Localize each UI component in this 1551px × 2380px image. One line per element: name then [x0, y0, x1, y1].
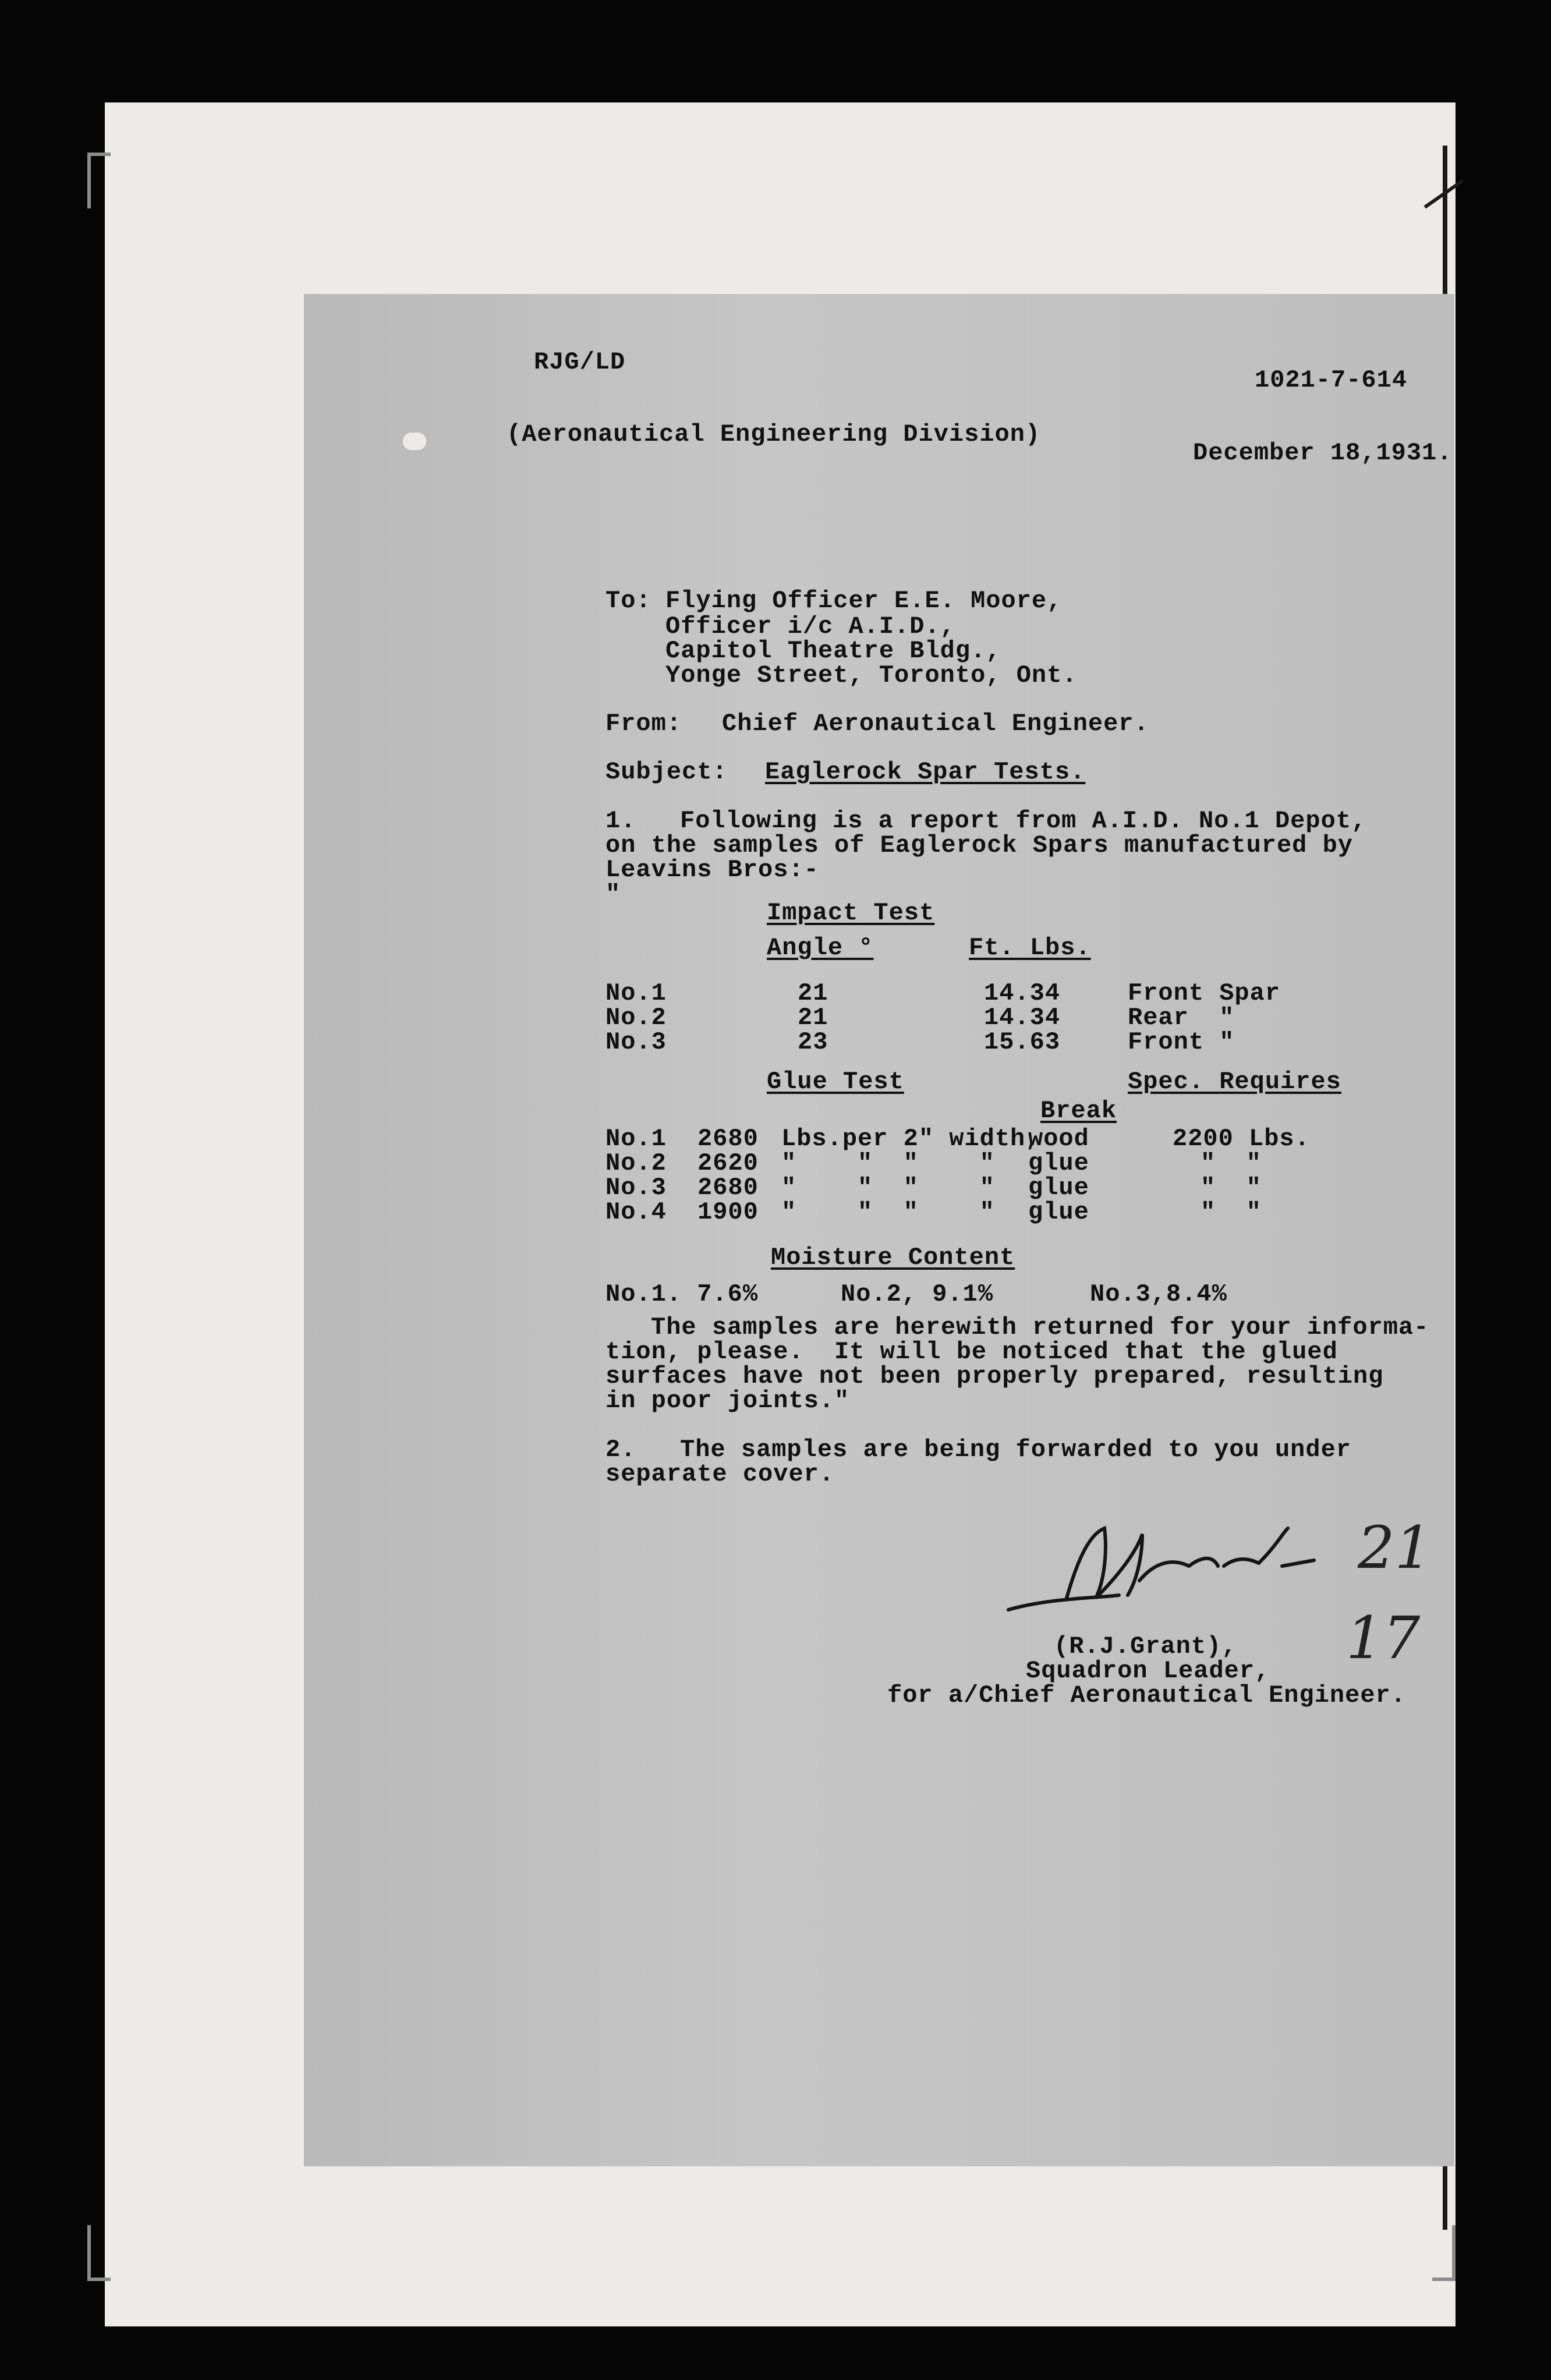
impact-header-ftlbs: Ft. Lbs.	[969, 934, 1091, 962]
impact-test-title: Impact Test	[767, 899, 935, 927]
impact-row-angle: 21	[798, 1004, 828, 1032]
glue-row-no: No.2	[605, 1149, 667, 1177]
handwritten-signature	[1003, 1511, 1317, 1627]
glue-row-spec: 2200 Lbs.	[1173, 1125, 1310, 1153]
moisture-value: No.3,8.4%	[1090, 1280, 1227, 1308]
impact-row-no: No.2	[605, 1004, 667, 1032]
impact-row-ftlbs: 14.34	[984, 979, 1061, 1007]
impact-row-angle: 21	[798, 979, 828, 1007]
subject-value: Eaglerock Spar Tests.	[765, 758, 1086, 786]
glue-row-spec: " "	[1201, 1198, 1262, 1226]
glue-row-unit: " " " "	[781, 1198, 995, 1226]
para2-number: 2.	[605, 1436, 636, 1464]
para1-line: Leavins Bros:-	[605, 856, 819, 884]
impact-row-spar: Rear "	[1128, 1004, 1235, 1032]
impact-row-spar: Front Spar	[1128, 979, 1281, 1007]
para2-line: separate cover.	[605, 1460, 835, 1488]
impact-row-ftlbs: 15.63	[984, 1028, 1061, 1056]
handwritten-note: 17	[1346, 1604, 1421, 1672]
from-label: From:	[605, 710, 682, 738]
glue-test-title: Glue Test	[767, 1068, 904, 1096]
para1-number: 1.	[605, 807, 636, 835]
glue-row-no: No.1	[605, 1125, 667, 1153]
impact-header-angle: Angle °	[767, 934, 874, 962]
open-quote: "	[605, 880, 621, 908]
to-line: Flying Officer E.E. Moore,	[665, 587, 1063, 615]
glue-row-break: wood	[1028, 1125, 1089, 1153]
samples-line: The samples are herewith returned for your informa-	[651, 1313, 1429, 1341]
glue-row-break: glue	[1028, 1198, 1089, 1226]
letter-page	[304, 294, 1454, 2166]
glue-row-lbs: 2680	[697, 1125, 759, 1153]
punch-hole	[403, 433, 426, 450]
impact-row-no: No.1	[605, 979, 667, 1007]
para1-line: on the samples of Eaglerock Spars manufactured by	[605, 831, 1354, 859]
glue-row-unit: Lbs.per 2" width,	[781, 1125, 1041, 1153]
para2-line: The samples are being forwarded to you under	[680, 1436, 1351, 1464]
frame-corner-top-left	[87, 153, 111, 208]
to-line: Officer i/c A.I.D.,	[665, 612, 955, 640]
frame-corner-bottom-right	[1432, 2225, 1456, 2281]
to-line: Capitol Theatre Bldg.,	[665, 637, 1001, 665]
samples-line: in poor joints."	[605, 1387, 850, 1415]
handwritten-note: 21	[1358, 1514, 1432, 1582]
moisture-value: No.2, 9.1%	[841, 1280, 994, 1308]
impact-row-angle: 23	[798, 1028, 828, 1056]
signatory-name: (R.J.Grant),	[1054, 1632, 1237, 1660]
glue-row-spec: " "	[1201, 1174, 1262, 1202]
glue-row-no: No.4	[605, 1198, 667, 1226]
file-number: 1021-7-614	[1255, 366, 1408, 394]
to-label: To:	[605, 587, 651, 615]
samples-line: tion, please. It will be noticed that the glued	[605, 1338, 1338, 1366]
glue-row-no: No.3	[605, 1174, 667, 1202]
signatory-title: for a/Chief Aeronautical Engineer.	[887, 1681, 1406, 1709]
spec-requires-header: Spec. Requires	[1128, 1068, 1341, 1096]
division-name: (Aeronautical Engineering Division)	[507, 420, 1041, 448]
impact-row-ftlbs: 14.34	[984, 1004, 1061, 1032]
frame-corner-bottom-left	[87, 2225, 111, 2281]
from-value: Chief Aeronautical Engineer.	[722, 710, 1149, 738]
subject-label: Subject:	[605, 758, 728, 786]
samples-line: surfaces have not been properly prepared, resulting	[605, 1362, 1384, 1390]
glue-row-lbs: 2620	[697, 1149, 759, 1177]
glue-row-unit: " " " "	[781, 1174, 995, 1202]
to-line: Yonge Street, Toronto, Ont.	[665, 661, 1078, 689]
moisture-value: No.1. 7.6%	[605, 1280, 759, 1308]
impact-row-spar: Front "	[1128, 1028, 1235, 1056]
break-header: Break	[1040, 1097, 1117, 1125]
impact-row-no: No.3	[605, 1028, 667, 1056]
signatory-rank: Squadron Leader,	[1026, 1657, 1270, 1685]
glue-row-lbs: 1900	[697, 1198, 759, 1226]
glue-row-unit: " " " "	[781, 1149, 995, 1177]
para1-line: Following is a report from A.I.D. No.1 Depot,	[680, 807, 1367, 835]
glue-row-break: glue	[1028, 1149, 1089, 1177]
glue-row-break: glue	[1028, 1174, 1089, 1202]
reference-code: RJG/LD	[534, 348, 626, 376]
letter-date: December 18,1931.	[1193, 439, 1453, 467]
glue-row-spec: " "	[1201, 1149, 1262, 1177]
moisture-title: Moisture Content	[771, 1244, 1015, 1272]
glue-row-lbs: 2680	[697, 1174, 759, 1202]
